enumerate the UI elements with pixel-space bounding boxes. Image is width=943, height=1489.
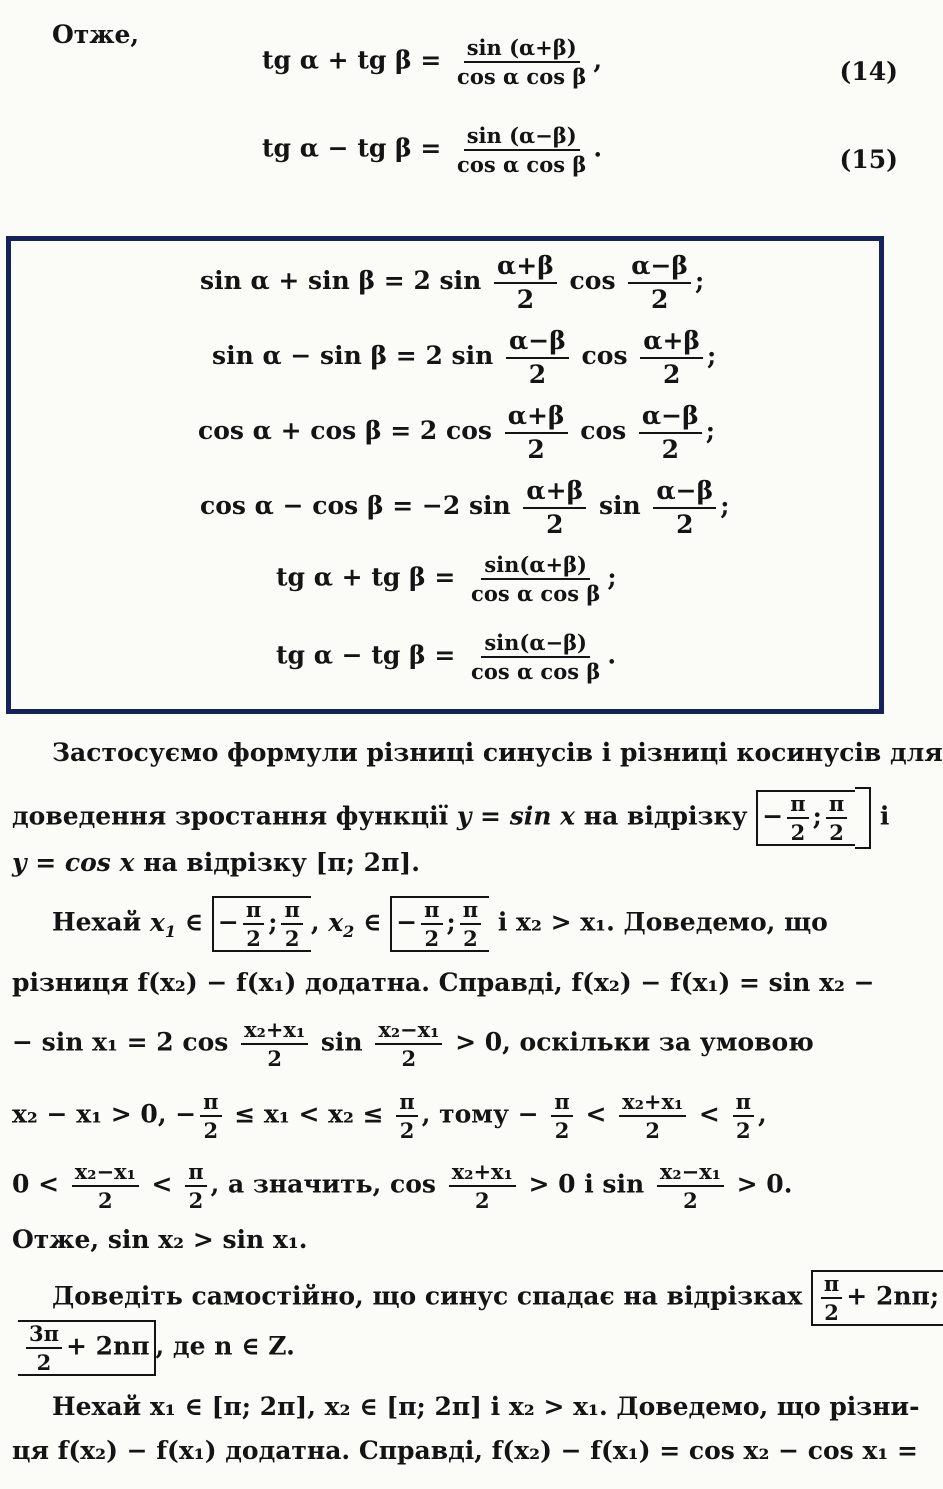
- p2-text: Нехай: [52, 907, 142, 937]
- p2-text: − sin x₁ = 2 cos: [12, 1027, 229, 1057]
- p2-line-4: x₂ − x₁ > 0, − $\frac{\pi}{2}$ ≤ x₁ < x₂ ≤ $\frac{\pi}{2}$ , тому − $\frac{\pi}{2}$ < $\frac{\text{x₂+x₁}}{2}$ < $\frac{\pi}{2}$ ,: [12, 1089, 767, 1144]
- frac-num: π: [551, 1090, 572, 1117]
- eq15-lhs: tg α − tg β =: [262, 133, 442, 163]
- equation-15-number: (15): [839, 145, 898, 174]
- equation-14: [262, 36, 602, 88]
- frac-den: 2: [516, 284, 535, 314]
- box-row-2-mid: cos: [581, 341, 628, 370]
- frac-num: α+β: [505, 402, 568, 434]
- p3-text: + 2nπ: [65, 1331, 150, 1361]
- frac-num: π: [243, 898, 264, 925]
- frac-num: α−β: [639, 402, 702, 434]
- frac-den: 2: [790, 820, 806, 845]
- p2-text: <: [698, 1099, 720, 1129]
- box-row-4-frac-2: [653, 477, 716, 538]
- box-row-5-lhs: tg α + tg β =: [276, 562, 456, 592]
- frac-num: x₂−x₁: [375, 1018, 442, 1045]
- equation-14-number: (14): [839, 57, 898, 86]
- frac-num: α−β: [506, 327, 569, 359]
- box-row-3-tail: ;: [705, 416, 715, 445]
- p1-text: на відрізку [π; 2π].: [143, 848, 420, 877]
- eq14-lhs: tg α + tg β =: [262, 45, 442, 75]
- frac-num: α−β: [653, 477, 716, 509]
- frac-den: 2: [527, 434, 545, 464]
- p3-text: Доведіть самостійно, що синус спадає на відрізках: [52, 1281, 803, 1311]
- frac-den: 2: [829, 820, 844, 845]
- box-row-4-frac-1: [523, 477, 586, 538]
- frac-num: π: [821, 1272, 842, 1299]
- p1-function-cos: y = cos x: [12, 848, 135, 877]
- box-row-4-mid: sin: [598, 491, 641, 520]
- p3-line-2: [18, 1320, 295, 1376]
- box-row-5-tail: ;: [607, 562, 617, 592]
- frac-den: 2: [246, 926, 261, 952]
- frac-den: 2: [645, 1118, 660, 1144]
- box-row-3-lhs: cos α + cos β = 2 cos: [198, 416, 492, 445]
- eq14-tail: ,: [593, 45, 603, 75]
- segment-bracket-close: [855, 787, 871, 849]
- frac-den: 2: [683, 1188, 698, 1214]
- p3-text: , де n ∈ Z.: [155, 1331, 295, 1361]
- box-row-6: [276, 631, 616, 683]
- p2-line-1: Нехай $x_1$ ∈ − $\frac{\pi}{2}$ ; $\frac{\pi}{2}$ , $x_2$ ∈ − $\frac{\pi}{2}$ ; $\frac{\pi}{2}$ і x₂ > x₁. Доведемо, що: [52, 897, 828, 952]
- frac-num: π: [185, 1160, 206, 1187]
- eq15-den: cos α cos β: [457, 152, 587, 178]
- p2-text: x₂ − x₁ > 0, −: [12, 1099, 197, 1129]
- p2-line-2: різниця f(x₂) − f(x₁) додатна. Справді, f(x₂) − f(x₁) = sin x₂ −: [12, 968, 875, 997]
- box-row-1-lhs: sin α + sin β = 2 sin: [200, 266, 482, 295]
- box-row-1-tail: ;: [695, 266, 705, 295]
- segment-bracket: − $\frac{\pi}{2}$ ; $\frac{\pi}{2}$: [756, 790, 855, 846]
- frac-den: 2: [650, 284, 669, 314]
- p2-text: > 0 і sin: [528, 1169, 645, 1199]
- frac-den: 2: [284, 926, 300, 952]
- p2-text: <: [585, 1099, 607, 1129]
- eq15-fraction: [454, 124, 589, 176]
- frac-den: 2: [661, 434, 680, 464]
- box-row-1-frac-2: [628, 252, 691, 313]
- frac-den: 2: [267, 1046, 282, 1072]
- segment-bracket: [811, 1270, 943, 1326]
- frac-den: 2: [36, 1350, 52, 1376]
- frac-num: α+β: [640, 327, 703, 359]
- p1-line-1: Застосуємо формули різниці синусів і різниці косинусів для: [52, 738, 943, 767]
- frac-den: 2: [528, 359, 547, 389]
- p2-text: , тому −: [421, 1099, 539, 1129]
- box-row-2: [212, 327, 716, 388]
- frac-den: 2: [554, 1118, 570, 1144]
- p2-text: sin: [320, 1027, 363, 1057]
- p1-text: і: [879, 801, 890, 831]
- p2-text: > 0, оскільки за умовою: [455, 1027, 814, 1057]
- frac-den: cos α cos β: [471, 659, 601, 685]
- p2-line-6: Отже, sin x₂ > sin x₁.: [12, 1225, 308, 1254]
- p1-line-3: [12, 848, 420, 877]
- frac-den: cos α cos β: [471, 581, 601, 607]
- segment-bracket: − $\frac{\pi}{2}$ ; $\frac{\pi}{2}$: [212, 896, 311, 952]
- box-row-3-frac-2: [639, 402, 702, 463]
- frac-den: 2: [463, 926, 478, 952]
- equation-15: [262, 124, 602, 176]
- frac-num: sin(α−β): [481, 631, 590, 658]
- p2-text: 0 <: [12, 1169, 60, 1199]
- box-row-4-lhs: cos α − cos β = −2 sin: [200, 491, 511, 520]
- frac-den: 2: [474, 1188, 490, 1214]
- p1-text: на відрізку: [583, 801, 748, 831]
- frac-num: x₂−x₁: [72, 1160, 139, 1187]
- frac-num: π: [396, 1090, 417, 1117]
- eq14-num: sin (α+β): [464, 36, 580, 63]
- p4-line-2: ця f(x₂) − f(x₁) додатна. Справді, f(x₂) − f(x₁) = cos x₂ − cos x₁ =: [12, 1436, 918, 1465]
- frac-den: 2: [735, 1118, 751, 1144]
- box-row-2-frac-1: [506, 327, 569, 388]
- frac-num: α+β: [494, 252, 557, 284]
- frac-den: 2: [546, 509, 564, 539]
- box-row-3-mid: cos: [580, 416, 627, 445]
- frac-num: π: [787, 792, 808, 819]
- frac-num: x₂+x₁: [449, 1160, 516, 1187]
- frac-num: α−β: [628, 252, 691, 284]
- frac-den: 2: [401, 1046, 417, 1072]
- segment-bracket-close: [18, 1320, 156, 1376]
- eq15-tail: .: [593, 133, 603, 163]
- box-row-3-frac-1: [505, 402, 568, 463]
- p2-text: > 0.: [736, 1169, 793, 1199]
- segment-bracket: − $\frac{\pi}{2}$ ; $\frac{\pi}{2}$: [390, 896, 489, 952]
- box-row-2-frac-2: [640, 327, 703, 388]
- frac-den: 2: [824, 1300, 839, 1326]
- box-row-1-mid: cos: [569, 266, 616, 295]
- box-row-6-lhs: tg α − tg β =: [276, 640, 456, 670]
- box-row-5-frac: [468, 553, 603, 605]
- frac-num: α+β: [523, 477, 586, 509]
- frac-num: x₂+x₁: [241, 1018, 308, 1045]
- box-row-1-frac-1: [494, 252, 557, 313]
- frac-num: π: [200, 1090, 221, 1117]
- frac-den: 2: [424, 926, 440, 952]
- p3-text: + 2nπ;: [846, 1281, 940, 1311]
- p2-text: і x₂ > x₁. Доведемо, що: [497, 907, 828, 937]
- frac-num: π: [460, 898, 481, 925]
- box-row-1: [200, 252, 704, 313]
- box-row-3: [198, 402, 715, 463]
- box-row-6-frac: [468, 631, 603, 683]
- eq15-num: sin (α−β): [464, 124, 580, 151]
- p2-line-3: [12, 1018, 814, 1070]
- frac-num: x₂−x₁: [657, 1160, 724, 1187]
- p2-text: ≤ x₁ < x₂ ≤: [234, 1099, 384, 1129]
- frac-den: 2: [662, 359, 681, 389]
- frac-num: π: [733, 1090, 754, 1117]
- frac-num: π: [281, 898, 302, 925]
- box-row-5: [276, 553, 617, 605]
- frac-num: π: [421, 898, 442, 925]
- eq14-fraction: [454, 36, 589, 88]
- box-row-4: [200, 477, 729, 538]
- frac-den: 2: [188, 1188, 204, 1214]
- intro-word: Отже,: [52, 20, 140, 49]
- frac-num: 3π: [26, 1322, 62, 1349]
- p2-line-5: [12, 1160, 792, 1212]
- frac-den: 2: [203, 1118, 219, 1144]
- box-row-2-lhs: sin α − sin β = 2 sin: [212, 341, 494, 370]
- frac-den: 2: [399, 1118, 415, 1144]
- p1-text: доведення зростання функції: [12, 801, 449, 831]
- frac-num: π: [826, 792, 847, 819]
- p1-function-sin: y = sin x: [456, 801, 576, 831]
- frac-num: sin(α+β): [481, 553, 590, 580]
- p2-text: <: [151, 1169, 173, 1199]
- p4-line-1: Нехай x₁ ∈ [π; 2π], x₂ ∈ [π; 2π] і x₂ > x₁. Доведемо, що різни-: [52, 1392, 920, 1421]
- p3-line-1: [52, 1270, 943, 1326]
- frac-num: x₂+x₁: [619, 1090, 686, 1117]
- p2-text: , а значить, cos: [210, 1169, 437, 1199]
- box-row-2-tail: ;: [707, 341, 717, 370]
- box-row-6-tail: .: [607, 640, 617, 670]
- frac-den: 2: [676, 509, 694, 539]
- box-row-4-tail: ;: [720, 491, 730, 520]
- eq14-den: cos α cos β: [457, 64, 587, 90]
- frac-den: 2: [97, 1188, 113, 1214]
- p1-line-2: [12, 787, 889, 849]
